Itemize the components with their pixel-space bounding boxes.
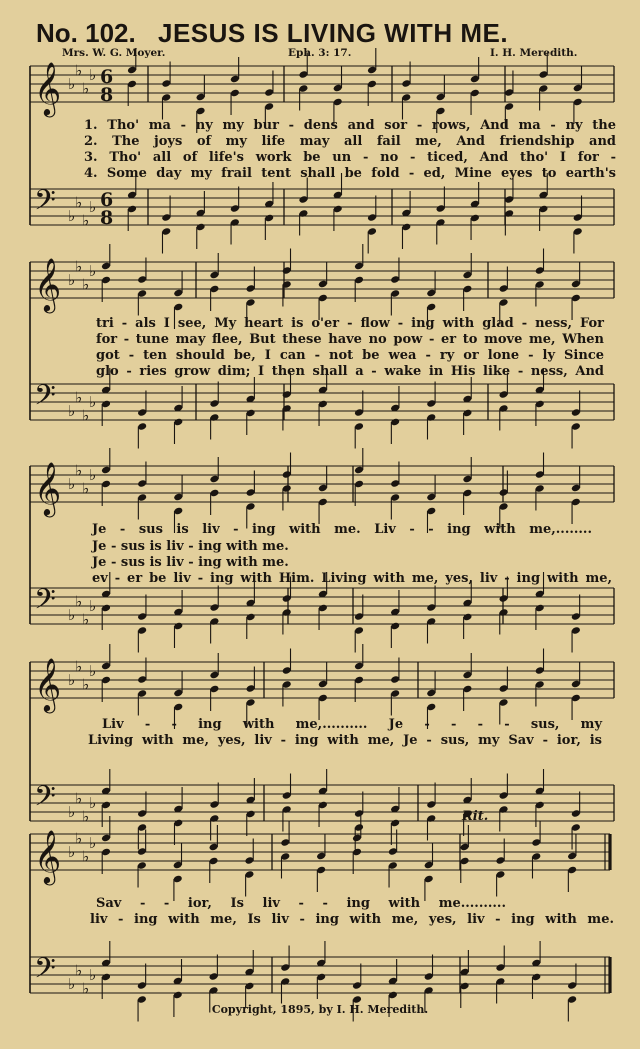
- key-signature-flat-icon: ♭: [75, 961, 83, 980]
- key-signature-flat-icon: ♭: [89, 597, 97, 615]
- time-signature-bottom: 8: [100, 207, 114, 229]
- key-signature-flat-icon: ♭: [82, 406, 90, 425]
- lyricist-credit: Mrs. W. G. Moyer.: [62, 47, 166, 59]
- lyric-chorus-1: Liv - - ing with me,.......... Je - - - - sus, my: [102, 717, 602, 732]
- key-signature-flat-icon: ♭: [89, 794, 97, 812]
- ritardando-marking: Rit.: [462, 809, 489, 824]
- lyric-verse-4: glo - ries grow dim; I then shall a - wake in His like - ness, And: [96, 364, 604, 379]
- hymn-title: JESUS IS LIVING WITH ME.: [158, 18, 509, 48]
- composer-credit: I. H. Meredith.: [490, 47, 578, 59]
- time-signature-bottom: 8: [100, 84, 114, 106]
- key-signature-flat-icon: ♭: [89, 466, 97, 484]
- lyric-verse-4: 4. Some day my frail tent shall be fold - ed, Mine eyes to earth's: [84, 166, 616, 181]
- key-signature-flat-icon: ♭: [89, 966, 97, 984]
- treble-clef-icon: 𝄞: [34, 829, 62, 883]
- treble-clef-icon: 𝄞: [34, 61, 62, 115]
- lyric-verse-1: tri - als I see, My heart is o'er - flow - ing with glad - ness, For: [96, 316, 604, 331]
- key-signature-flat-icon: ♭: [89, 198, 97, 216]
- key-signature-flat-icon: ♭: [68, 75, 76, 93]
- lyric-chorus-2: Living with me, yes, liv - ing with me, Je - sus, my Sav - ior, is: [88, 733, 602, 748]
- bass-clef-icon: 𝄢: [34, 184, 56, 224]
- key-signature-flat-icon: ♭: [68, 975, 76, 993]
- key-signature-flat-icon: ♭: [75, 789, 83, 808]
- lyric-verse-3: 3. Tho' all of life's work be un - no - ticed, And tho' I for -: [84, 150, 616, 165]
- key-signature-flat-icon: ♭: [82, 479, 90, 498]
- key-signature-flat-icon: ♭: [75, 657, 83, 676]
- key-signature-flat-icon: ♭: [68, 803, 76, 821]
- bass-clef-icon: 𝄢: [34, 952, 56, 992]
- key-signature-flat-icon: ♭: [75, 193, 83, 212]
- time-signature-top: 6: [100, 66, 114, 88]
- key-signature-flat-icon: ♭: [75, 592, 83, 611]
- key-signature-flat-icon: ♭: [75, 461, 83, 480]
- treble-clef-icon: 𝄞: [34, 257, 62, 311]
- bass-clef-icon: 𝄢: [34, 780, 56, 820]
- treble-clef-icon: 𝄞: [34, 657, 62, 711]
- key-signature-flat-icon: ♭: [82, 275, 90, 294]
- lyric-chorus-1: Sav - - ior, Is liv - - ing with me..........: [96, 896, 506, 911]
- lyric-verse-3: Je - sus is liv - ing with me.: [92, 555, 289, 570]
- key-signature-flat-icon: ♭: [89, 66, 97, 84]
- key-signature-flat-icon: ♭: [82, 847, 90, 866]
- key-signature-flat-icon: ♭: [68, 606, 76, 624]
- lyric-verse-2: for - tune may flee, But these have no pow - er to move me, When: [96, 332, 604, 347]
- key-signature-flat-icon: ♭: [68, 271, 76, 289]
- key-signature-flat-icon: ♭: [75, 257, 83, 276]
- lyric-verse-1: 1. Tho' ma - ny my bur - dens and sor - rows, And ma - ny the: [84, 118, 616, 133]
- key-signature-flat-icon: ♭: [89, 393, 97, 411]
- lyric-verse-2: 2. The joys of my life may all fail me, And friendship and: [84, 134, 616, 149]
- hymn-number: No. 102.: [36, 18, 136, 48]
- bass-clef-icon: 𝄢: [34, 583, 56, 623]
- time-signature-top: 6: [100, 189, 114, 211]
- key-signature-flat-icon: ♭: [82, 610, 90, 629]
- lyric-verse-3: got - ten should be, I can - not be wea - ry or lone - ly Since: [96, 348, 604, 363]
- key-signature-flat-icon: ♭: [75, 388, 83, 407]
- lyric-verse-1: Je - sus is liv - ing with me. Liv - - ing with me,........: [92, 522, 592, 537]
- key-signature-flat-icon: ♭: [68, 207, 76, 225]
- key-signature-flat-icon: ♭: [68, 671, 76, 689]
- key-signature-flat-icon: ♭: [75, 61, 83, 80]
- key-signature-flat-icon: ♭: [82, 675, 90, 694]
- lyric-chorus-2: liv - ing with me, Is liv - ing with me, yes, liv - ing with me.: [90, 912, 614, 927]
- key-signature-flat-icon: ♭: [68, 402, 76, 420]
- scripture-reference: Eph. 3: 17.: [288, 47, 352, 59]
- key-signature-flat-icon: ♭: [68, 475, 76, 493]
- key-signature-flat-icon: ♭: [82, 211, 90, 230]
- key-signature-flat-icon: ♭: [89, 262, 97, 280]
- treble-clef-icon: 𝄞: [34, 461, 62, 515]
- bass-clef-icon: 𝄢: [34, 379, 56, 419]
- key-signature-flat-icon: ♭: [89, 834, 97, 852]
- copyright-notice: Copyright, 1895, by I. H. Meredith.: [211, 1003, 429, 1016]
- key-signature-flat-icon: ♭: [82, 807, 90, 826]
- key-signature-flat-icon: ♭: [89, 662, 97, 680]
- key-signature-flat-icon: ♭: [75, 829, 83, 848]
- key-signature-flat-icon: ♭: [82, 979, 90, 998]
- lyric-verse-2: Je - sus is liv - ing with me.: [92, 539, 289, 554]
- key-signature-flat-icon: ♭: [82, 79, 90, 98]
- lyric-verse-4: ev - er be liv - ing with Him. Living with me, yes, liv - ing with me,: [92, 571, 612, 586]
- key-signature-flat-icon: ♭: [68, 843, 76, 861]
